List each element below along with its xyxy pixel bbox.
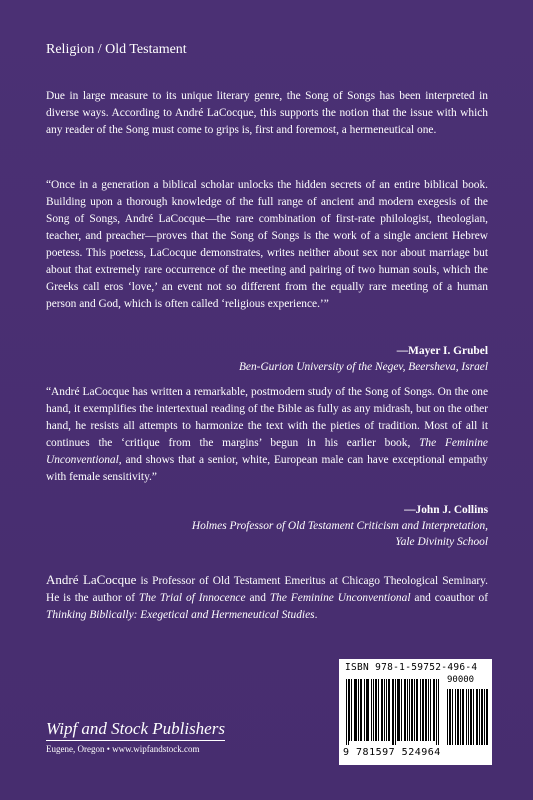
endorser-name: —John J. Collins — [404, 504, 488, 516]
endorser-affiliation: Holmes Professor of Old Testament Criticism and Interpretation, — [191, 520, 488, 532]
publisher-block — [46, 720, 225, 754]
price-code: 90000 — [447, 675, 475, 685]
book-title: Thinking Biblically: Exegetical and Hermeneutical Studies — [46, 609, 315, 621]
barcode-bars — [344, 677, 489, 747]
book-title: The Feminine Unconventional — [269, 592, 411, 604]
publisher-info: Eugene, Oregon • www.wipfandstock.com — [46, 744, 200, 754]
isbn-barcode — [339, 659, 492, 765]
endorsement-attribution-1 — [239, 343, 488, 375]
isbn-text: ISBN 978-1-59752-496-4 — [345, 662, 478, 673]
publisher-logo: Wipf and Stock Publishers — [46, 720, 225, 741]
barcode-digits: 9 781597 524964 — [343, 747, 441, 758]
endorsement-quote-2: “André LaCocque has written a remarkable, postmodern study of the Song of Songs. On the one hand, it exemplifies the intertextual reading of the Bible as fully as any midrash, but on the other hand, he resists all attempts to harmonize the text with the pieties of tradition. Most of all it continues the ‘critique from the margins’ begun in his earlier book, The Feminine Unconventional, and shows that a senior, white, European male can have exceptional empathy with female sensitivity.” — [46, 386, 488, 483]
endorser-name: —Mayer I. Grubel — [396, 345, 488, 357]
author-name: André LaCocque — [46, 572, 137, 587]
author-bio: André LaCocque is Professor of Old Testament Emeritus at Chicago Theological Seminary. He is the author of The Trial of Innocence and The Feminine Unconventional and coauthor of Thinking Biblically: Exegetical and Hermeneutical Studies. — [46, 572, 488, 621]
category-label: Religion / Old Testament — [46, 42, 187, 57]
book-title: The Trial of Innocence — [138, 592, 246, 604]
endorser-affiliation: Yale Divinity School — [395, 536, 488, 548]
endorsement-attribution-2 — [192, 502, 488, 550]
endorser-affiliation: Ben-Gurion University of the Negev, Beersheva, Israel — [238, 361, 488, 373]
endorsement-quote-1: “Once in a generation a biblical scholar unlocks the hidden secrets of an entire biblical book. Building upon a thorough knowledge of the full range of ancient and modern exegesis of the Song of Songs, André LaCocque—the rare combination of first-rate philologist, theologian, teacher, and preacher—proves that the Song of Songs is the work of a single ancient Hebrew poetess. This poetess, LaCocque demonstrates, writes neither about sex nor about marriage but about that extremely rare occurrence of the meeting and pairing of two human souls, which the Greeks call eros ‘love,’ an event not so different from the equally rare meeting of a human person and God, which is often called ‘religious experience.’” — [46, 179, 488, 310]
book-title: The Feminine Unconventional — [46, 437, 488, 466]
intro-paragraph: Due in large measure to its unique literary genre, the Song of Songs has been interpreted in diverse ways. According to André LaCocque, this supports the notion that the issue with which any reader of the Song must come to grips is, first and foremost, a hermeneutical one. — [46, 90, 488, 136]
